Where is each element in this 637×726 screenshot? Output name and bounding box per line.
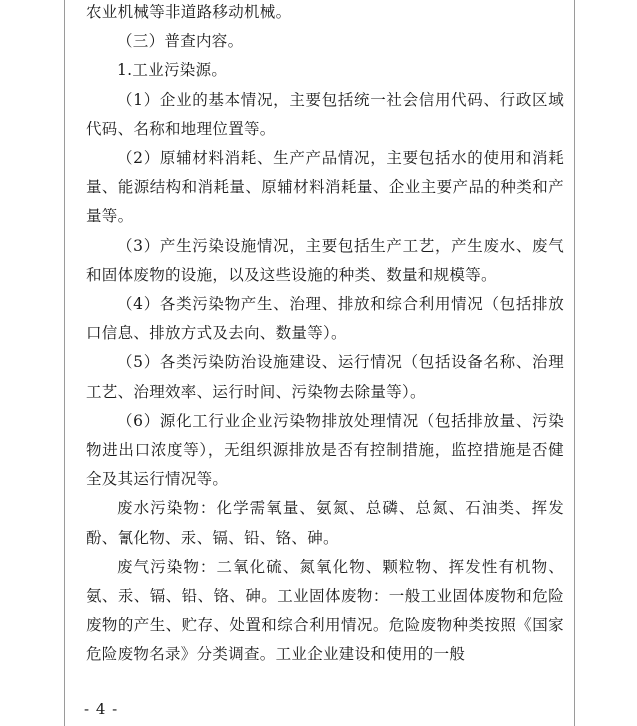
paragraph-item-6: （6）源化工行业企业污染物排放处理情况（包括排放量、污染物进出口浓度等），无组织源排放是否有控制措施，监控措施是否健全及其运行情况等。 [86,411,564,489]
paragraph-item-2: （2）原辅材料消耗、生产产品情况，主要包括水的使用和消耗量、能源结构和消耗量、原辅材料消耗量、企业主要产品的种类和产量等。 [86,149,564,226]
page-number: - 4 - [84,700,119,718]
paragraph-item-4: （4）各类污染物产生、治理、排放和综合利用情况（包括排放口信息、排放方式及去向、数量等）。 [86,295,564,343]
subsection-heading-industrial-pollution: 1.工业污染源。 [117,61,228,80]
paragraph-item-3: （3）产生污染设施情况，主要包括生产工艺，产生废水、废气和固体废物的设施，以及这些设施的种类、数量和规模等。 [86,236,564,284]
document-body [86,0,564,670]
paragraph-wastewater-pollutants: 废水污染物：化学需氧量、氨氮、总磷、总氮、石油类、挥发酚、氰化物、汞、镉、铅、铬、砷。 [86,499,564,547]
page-right-border [574,0,575,726]
paragraph-item-5: （5）各类污染防治设施建设、运行情况（包括设备名称、治理工艺、治理效率、运行时间、污染物去除量等）。 [86,353,564,401]
paragraph-exhaust-pollutants: 废气污染物：二氧化硫、氮氧化物、颗粒物、挥发性有机物、氨、汞、镉、铅、铬、砷。工业固体废物：一般工业固体废物和危险废物的产生、贮存、处置和综合利用情况。危险废物种类按照《国家危险废物名录》分类调查。工业企业建设和使用的一般 [86,557,564,664]
page-left-border [64,0,65,726]
section-heading-survey-content: （三）普查内容。 [117,32,244,51]
paragraph-item-1: （1）企业的基本情况，主要包括统一社会信用代码、行政区域代码、名称和地理位置等。 [86,90,564,138]
paragraph-continuation: 农业机械等非道路移动机械。 [86,3,292,21]
